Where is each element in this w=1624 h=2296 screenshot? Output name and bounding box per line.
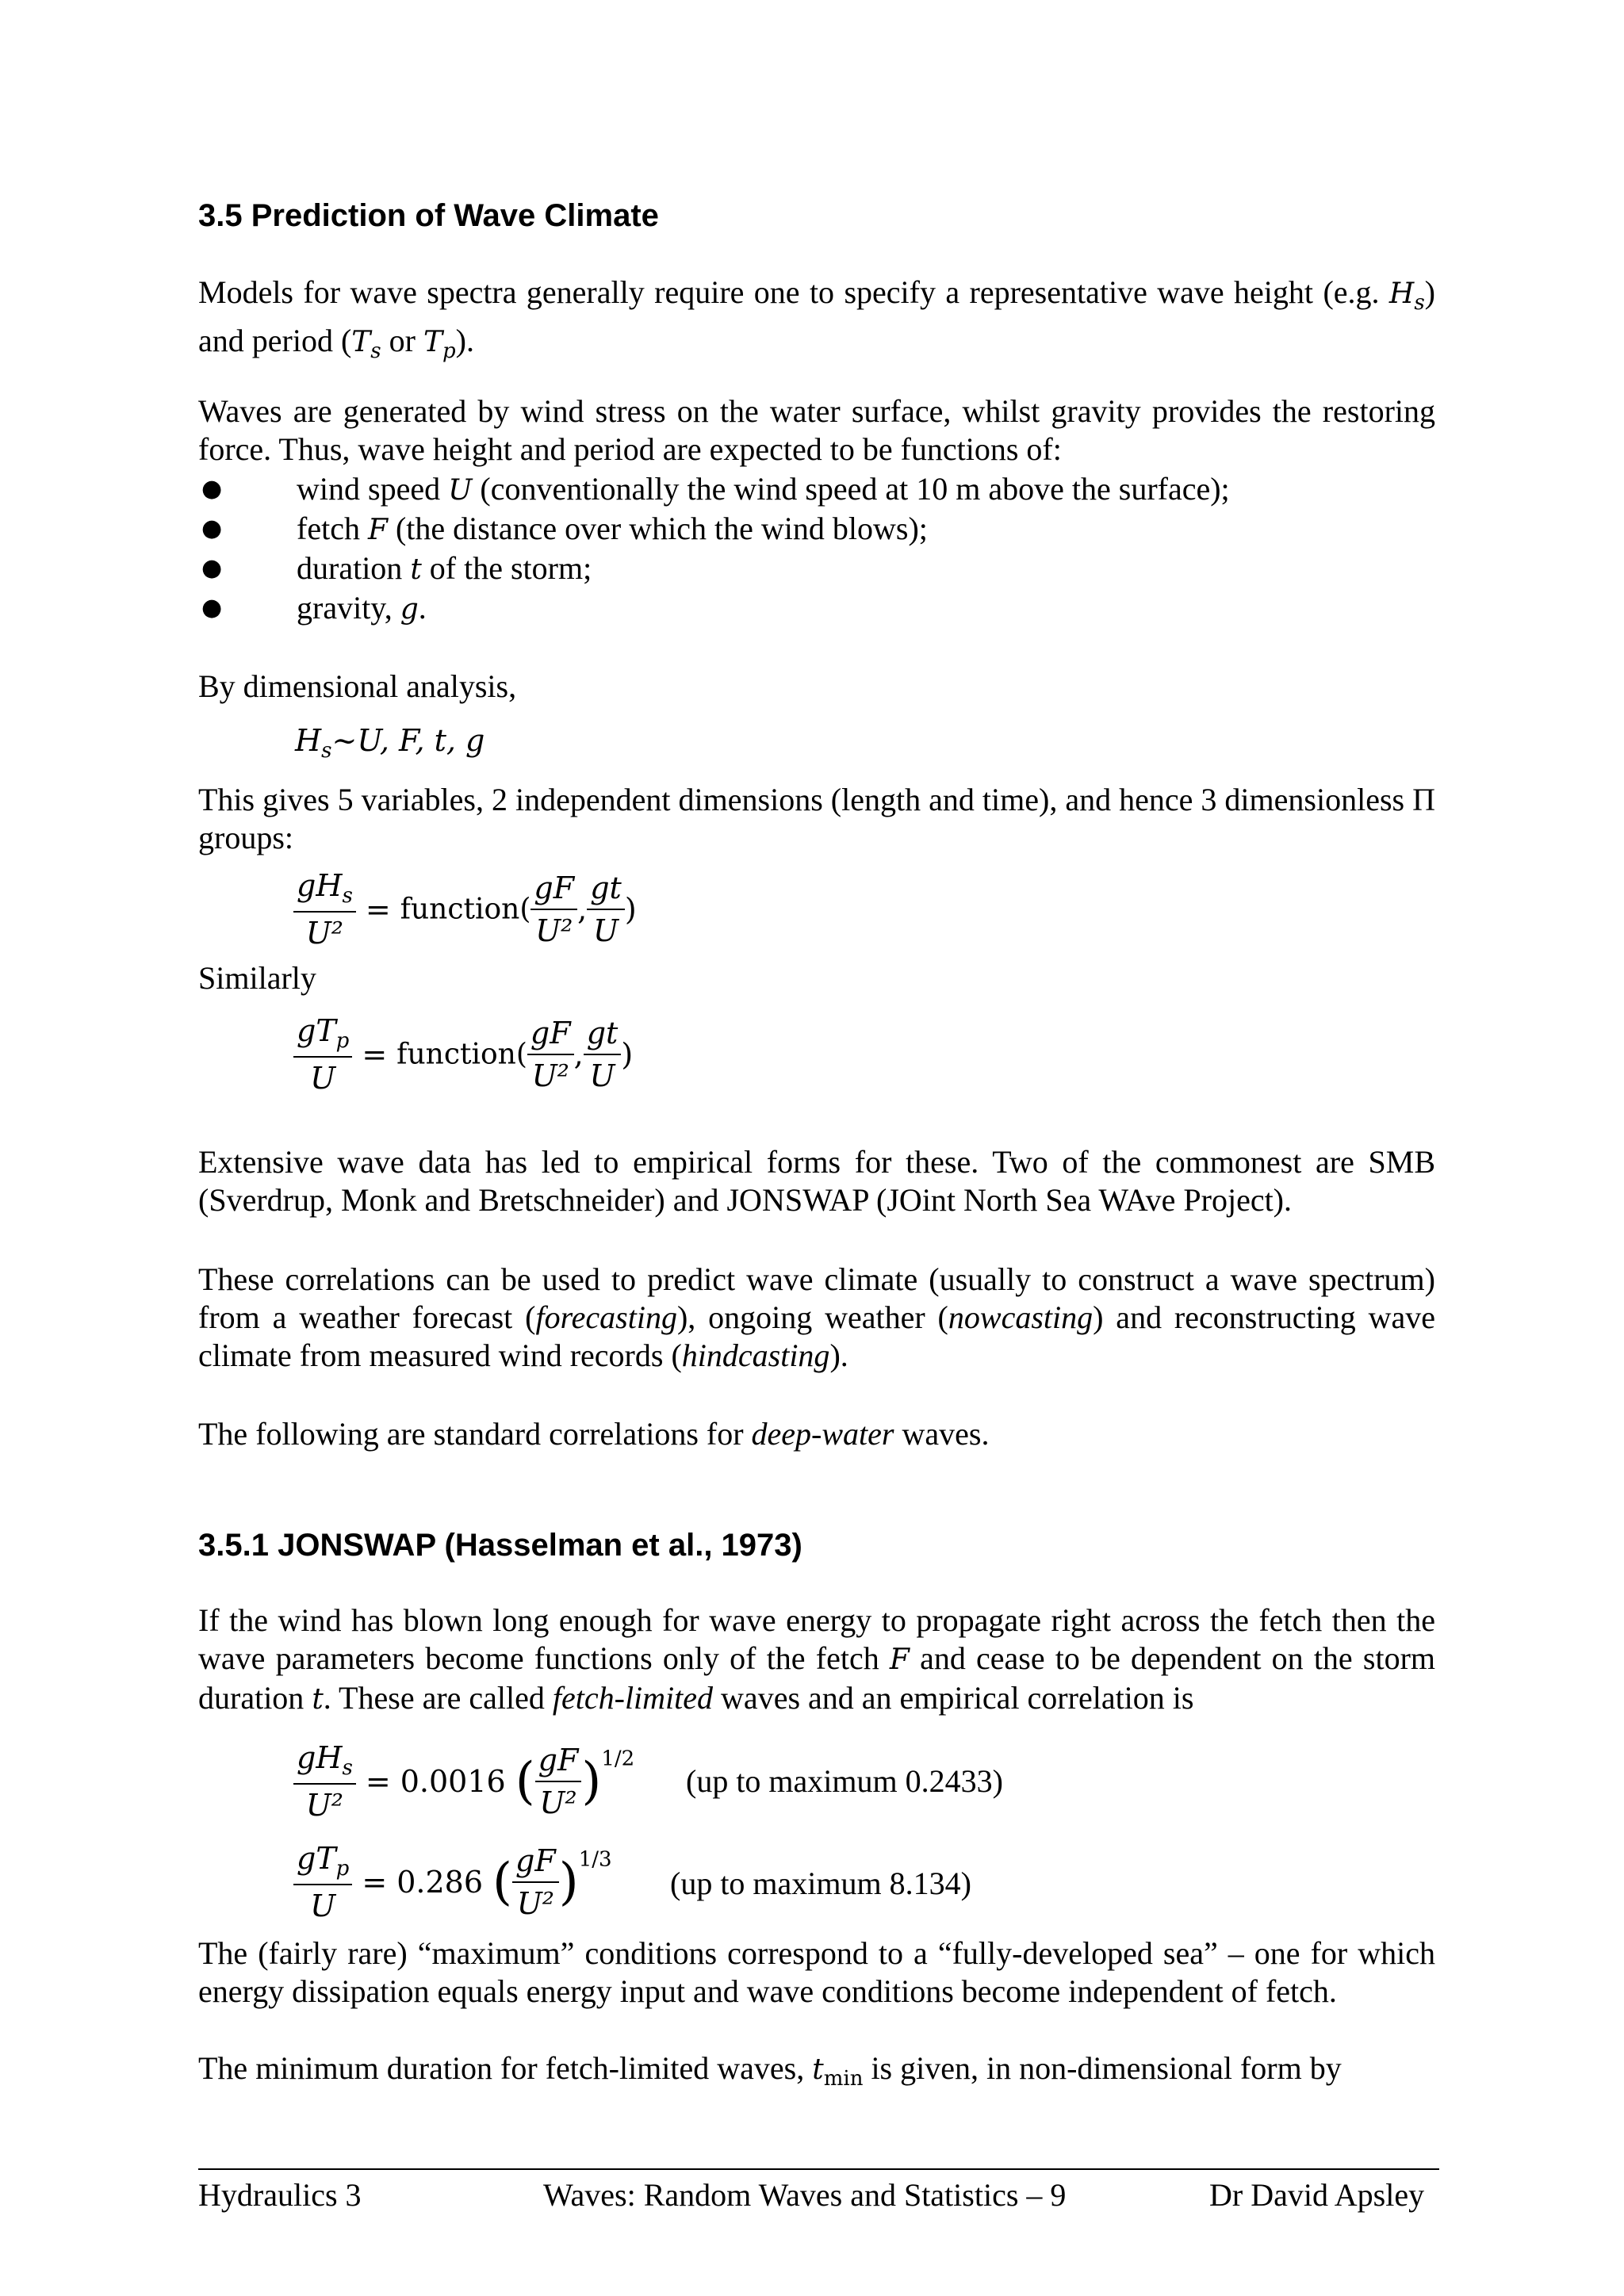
equation-jonswap-height: $\frac{gH_s}{\text{U²}}$ = 0.0016 ( $\frac{gF}{\text{U²}}$ )$^{1/2}$: [293, 1740, 634, 1823]
bullet-icon: ●: [201, 594, 223, 622]
paragraph-fetch-limited: If the wind has blown long enough for wave energy to propagate right across the fetch then the wave parameters become functions only of the fetch F and cease to be dependent on the storm duration t. These are called fetch-limited waves and an empirical correlation is: [198, 1602, 1435, 1716]
paragraph-pi-groups: This gives 5 variables, 2 independent dimensions (length and time), and hence 3 dimensionless Π groups:: [198, 782, 1435, 855]
equation-jonswap-period-note: (up to maximum 8.134): [670, 1866, 971, 1901]
paragraph-similarly: Similarly: [198, 960, 316, 996]
equation-dimensional: $H_s\sim U$, F, t, g: [295, 723, 485, 763]
paragraph-deep-water: The following are standard correlations for deep-water waves.: [198, 1416, 990, 1452]
equation-jonswap-period: $\frac{gT_p}{U}$ = 0.286 ( $\frac{gF}{\text{U²}}$ )$^{1/3}$: [293, 1841, 612, 1923]
bullet-icon: ●: [201, 475, 223, 503]
paragraph-dimensional: By dimensional analysis,: [198, 668, 517, 704]
section-heading: 3.5 Prediction of Wave Climate: [198, 198, 659, 233]
footer-center: Waves: Random Waves and Statistics – 9: [543, 2177, 1067, 2213]
paragraph-minimum-duration: The minimum duration for fetch-limited waves, $t_{min}$ is given, in non-dimensional form by: [198, 2050, 1342, 2091]
footer-divider: [198, 2168, 1439, 2170]
equation-period-function: $\frac{gT_p}{U}$ = function( $\frac{gF}{\text{U²}}$ , $\frac{gt}{U}$ ): [293, 1013, 633, 1096]
paragraph-correlations: These correlations can be used to predict wave climate (usually to construct a wave spectrum) from a weather forecast (forecasting), ongoing weather (nowcasting) and reconstructing wave climate from measured wind records (hindcasting).: [198, 1261, 1435, 1373]
footer-left: Hydraulics 3: [198, 2177, 362, 2213]
paragraph-empirical: Extensive wave data has led to empirical forms for these. Two of the commonest are SMB (Sverdrup, Monk and Bretschneider) and JONSWAP (JOint North Sea WAve Project).: [198, 1144, 1435, 1218]
paragraph-intro: Models for wave spectra generally require one to specify a representative wave height (e.g. $H_s$) and period ($T_s$ or $T_p$).: [198, 274, 1435, 363]
equation-jonswap-height-note: (up to maximum 0.2433): [686, 1763, 1003, 1799]
subsection-heading: 3.5.1 JONSWAP (Hasselman et al., 1973): [198, 1528, 802, 1563]
paragraph-maximum: The (fairly rare) “maximum” conditions correspond to a “fully-developed sea” – one for which energy dissipation equals energy input and wave conditions become independent of fetch.: [198, 1935, 1435, 2009]
equation-height-function: $\frac{gH_s}{\text{U²}}$ = function( $\frac{gF}{\text{U²}}$ , $\frac{gt}{U}$ ): [293, 868, 637, 951]
paragraph-generation: Waves are generated by wind stress on the water surface, whilst gravity provides the restoring force. Thus, wave height and period are expected to be functions of:: [198, 393, 1435, 467]
footer-right: Dr David Apsley: [1209, 2177, 1425, 2213]
bullet-icon: ●: [201, 554, 223, 582]
bullet-icon: ●: [201, 515, 223, 542]
